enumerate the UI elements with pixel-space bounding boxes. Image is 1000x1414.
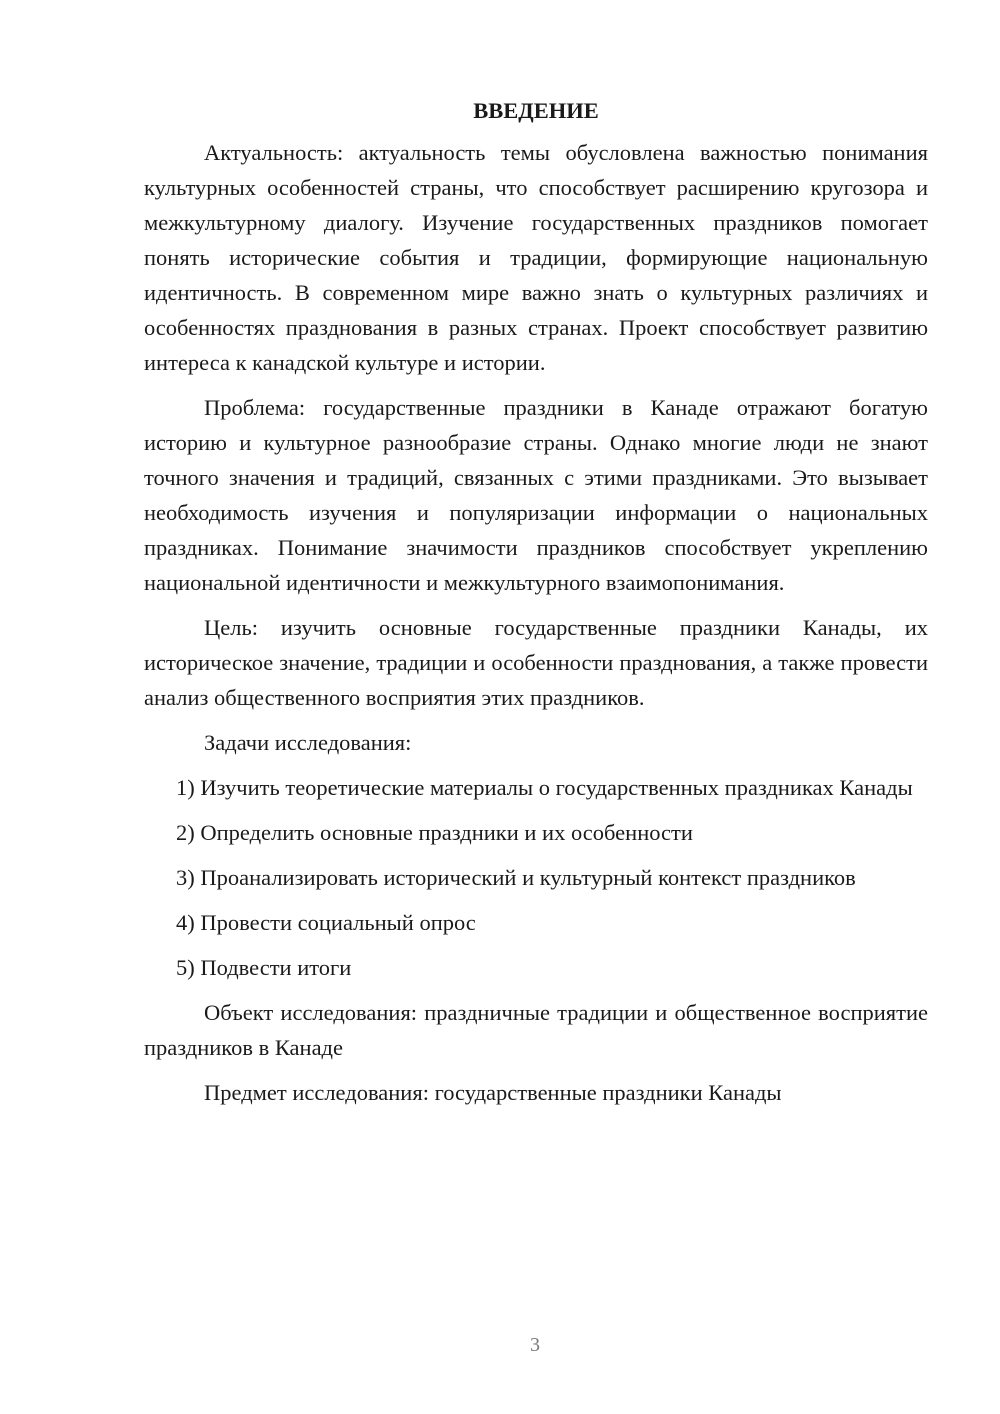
paragraph-object: Объект исследования: праздничные традиции и общественное восприятие праздников в Канаде: [144, 1000, 928, 1060]
task-item-1: 1) Изучить теоретические материалы о государственных праздниках Канады: [176, 775, 913, 800]
paragraph-relevance: Актуальность: актуальность темы обусловлена важностью понимания культурных особенностей страны, что способствует расширению кругозора и межкультурному диалогу. Изучение государственных праздников помогает понять исторические события и традиции, формирующие национальную идентичность. В современном мире важно знать о культурных различиях и особенностях празднования в разных странах. Проект способствует развитию интереса к канадской культуре и истории.: [144, 140, 928, 375]
task-item-4: 4) Провести социальный опрос: [176, 910, 476, 935]
page-number: 3: [530, 1334, 540, 1356]
task-item-5: 5) Подвести итоги: [176, 955, 352, 980]
tasks-heading: Задачи исследования:: [204, 730, 412, 755]
task-item-3: 3) Проанализировать исторический и культурный контекст праздников: [176, 865, 856, 890]
paragraph-problem: Проблема: государственные праздники в Канаде отражают богатую историю и культурное разнообразие страны. Однако многие люди не знают точного значения и традиций, связанных с этими праздниками. Это вызывает необходимость изучения и популяризации информации о национальных праздниках. Понимание значимости праздников способствует укреплению национальной идентичности и межкультурного взаимопонимания.: [144, 395, 928, 595]
page-title: ВВЕДЕНИЕ: [473, 98, 599, 123]
task-item-2: 2) Определить основные праздники и их особенности: [176, 820, 693, 845]
page-content: [144, 93, 928, 1120]
paragraph-goal: Цель: изучить основные государственные праздники Канады, их историческое значение, традиции и особенности празднования, а также провести анализ общественного восприятия этих праздников.: [144, 615, 928, 710]
paragraph-subject: Предмет исследования: государственные праздники Канады: [204, 1080, 782, 1105]
